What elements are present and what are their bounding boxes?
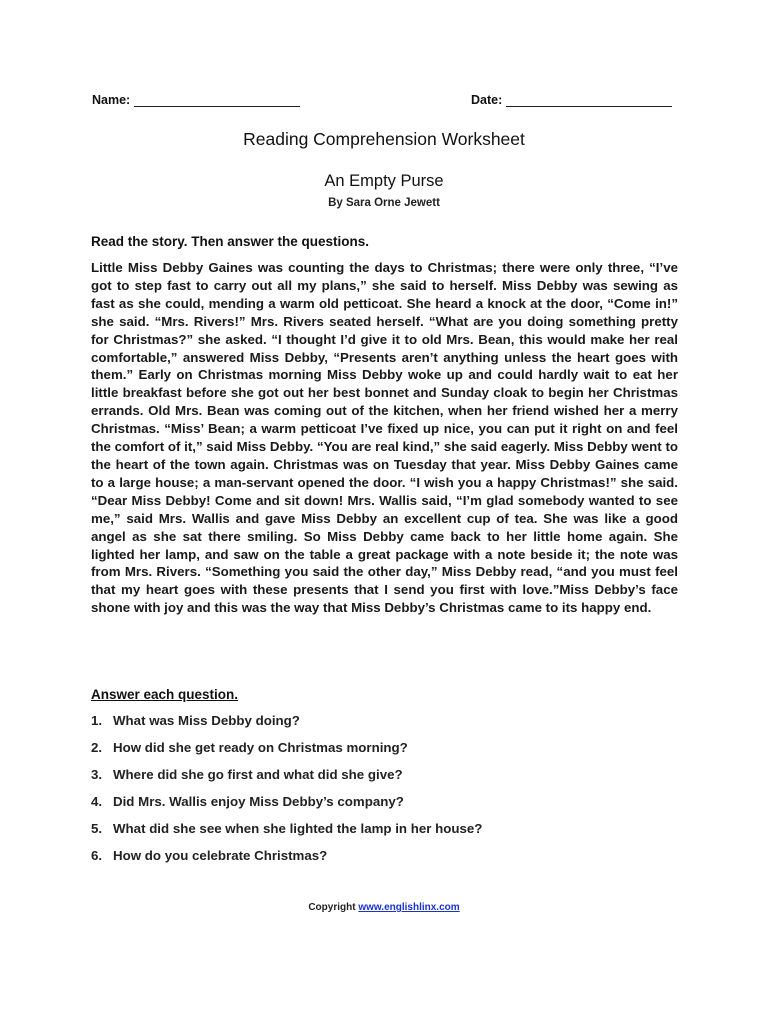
copyright-footer <box>0 902 768 913</box>
date-label: Date: <box>471 93 503 107</box>
question-item <box>91 821 681 848</box>
name-blank-line <box>134 93 300 107</box>
question-number: 1. <box>91 713 103 728</box>
website-link[interactable]: www.englishlinx.com <box>358 902 460 913</box>
story-text: Little Miss Debby Gaines was counting the days to Christmas; there were only three, “I’ve got to step fast to carry out all my plans,” she said to herself. Miss Debby was sewing as fast as she could, mending a warm old petticoat. She heard a knock at the door, “Come in!” she said. “Mrs. Rivers!” Mrs. Rivers seated herself. “What are you doing something pretty for Christmas?” she asked. “I thought I’d give it to old Mrs. Bean, this would make her real comfortable,” answered Miss Debby, “Presents aren’t anything unless the heart goes with them.” Early on Christmas morning Miss Debby woke up and could hardly wait to eat her little breakfast before she got out her best bonnet and Sunday cloak to begin her Christmas errands. Old Mrs. Bean was coming out of the kitchen, when her friend wished her a merry Christmas. “Miss’ Bean; a warm petticoat I’ve fixed up nice, you can put it right on and feel the comfort of it,” said Miss Debby. “You are real kind,” she said eagerly. Miss Debby went to the heart of the town again. Christmas was on Tuesday that year. Miss Debby Gaines came to a large house; a man-servant opened the door. “I wish you a happy Christmas!” she said. “Dear Miss Debby! Come and sit down! Mrs. Wallis said, “I’m glad somebody wanted to see me,” said Mrs. Wallis and gave Miss Debby an excellent cup of tea. She was like a good angel as she sat there smiling. So Miss Debby came back to her little home again. She lighted her lamp, and saw on the table a great package with a note beside it; the note was from Mrs. Rivers. “Something you said the other day,” Miss Debby read, “and you must feel that my heart goes with these presents that I send you first with love.”Miss Debby’s face shone with joy and this was the way that Miss Debby’s Christmas came to its happy end. <box>91 260 678 616</box>
question-number: 2. <box>91 740 103 755</box>
question-text: What was Miss Debby doing? <box>113 713 300 728</box>
name-label: Name: <box>92 93 131 107</box>
question-text: Where did she go first and what did she give? <box>113 767 403 782</box>
date-blank-line <box>506 93 672 107</box>
question-text: Did Mrs. Wallis enjoy Miss Debby’s company? <box>113 794 404 809</box>
story-author: By Sara Orne Jewett <box>328 197 440 209</box>
question-item <box>91 848 681 875</box>
name-field <box>92 93 300 107</box>
copyright-label: Copyright <box>308 902 356 913</box>
question-item <box>91 767 681 794</box>
worksheet-title: Reading Comprehension Worksheet <box>243 129 525 149</box>
answer-heading: Answer each question. <box>91 687 239 702</box>
question-item <box>91 740 681 767</box>
instruction-text: Read the story. Then answer the questions. <box>91 234 370 249</box>
questions-list <box>91 713 681 875</box>
question-number: 6. <box>91 848 103 863</box>
question-number: 3. <box>91 767 103 782</box>
question-item <box>91 794 681 821</box>
question-text: How do you celebrate Christmas? <box>113 848 328 863</box>
date-field <box>471 93 672 107</box>
question-number: 4. <box>91 794 103 809</box>
question-item <box>91 713 681 740</box>
story-title: An Empty Purse <box>324 172 444 190</box>
question-text: What did she see when she lighted the lamp in her house? <box>113 821 483 836</box>
question-text: How did she get ready on Christmas morning? <box>113 740 408 755</box>
question-number: 5. <box>91 821 103 836</box>
header-fields <box>92 93 682 113</box>
